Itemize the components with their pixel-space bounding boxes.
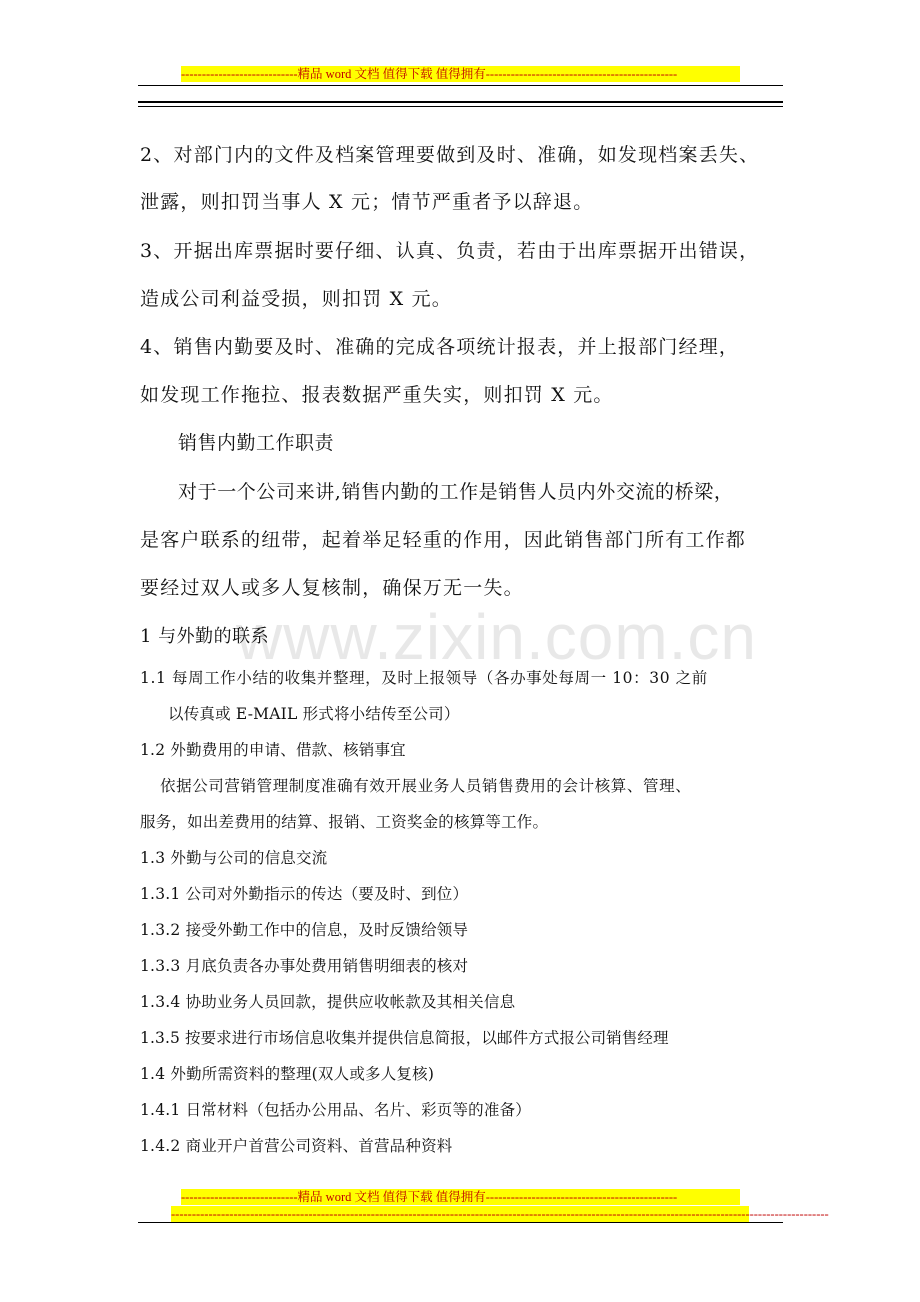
paragraph-2-line-1: 2、对部门内的文件及档案管理要做到及时、准确，如发现档案丢失、: [140, 144, 760, 166]
item-1-3-5: 1.3.5 按要求进行市场信息收集并提供信息简报，以邮件方式报公司销售经理: [140, 1029, 669, 1047]
header-banner: ----------------------------精品 word 文档 值得下载 值得拥有----------------------------------------------: [181, 66, 740, 82]
paragraph-3-line-2: 造成公司利益受损，则扣罚 X 元。: [140, 288, 453, 310]
section-title: 销售内勤工作职责: [178, 432, 335, 454]
item-1-3-1: 1.3.1 公司对外勤指示的传达（要及时、到位）: [140, 885, 469, 903]
paragraph-3-line-1: 3、开据出库票据时要仔细、认真、负责，若由于出库票据开出错误，: [140, 240, 760, 262]
item-1-3-3: 1.3.3 月底负责各办事处费用销售明细表的核对: [140, 957, 469, 975]
paragraph-4-line-2: 如发现工作拖拉、报表数据严重失实，则扣罚 X 元。: [140, 384, 614, 406]
footer-rule: [138, 1222, 783, 1223]
header-rule-thin: [138, 85, 783, 86]
header-rule-double-1: [138, 101, 783, 103]
footer-dashes: --------------------------------------------------------------------------------------------------------------------------------------------------------------: [171, 1207, 829, 1221]
footer-banner: ----------------------------精品 word 文档 值得下载 值得拥有----------------------------------------------: [181, 1189, 740, 1205]
item-1-2: 1.2 外勤费用的申请、借款、核销事宜: [140, 741, 406, 759]
paragraph-2-line-2: 泄露，则扣罚当事人 X 元；情节严重者予以辞退。: [140, 191, 594, 213]
item-1-3-4: 1.3.4 协助业务人员回款，提供应收帐款及其相关信息: [140, 993, 516, 1011]
item-1-3-2: 1.3.2 接受外勤工作中的信息，及时反馈给领导: [140, 921, 469, 939]
item-1-1-line-2: 以传真或 E-MAIL 形式将小结传至公司）: [168, 705, 460, 723]
item-1-4-1: 1.4.1 日常材料（包括办公用品、名片、彩页等的准备）: [140, 1101, 531, 1119]
item-1-2-body-line-2: 服务，如出差费用的结算、报销、工资奖金的核算等工作。: [140, 813, 549, 831]
paragraph-4-line-1: 4、销售内勤要及时、准确的完成各项统计报表，并上报部门经理，: [140, 336, 740, 358]
item-1-4: 1.4 外勤所需资料的整理(双人或多人复核): [140, 1065, 435, 1083]
intro-line-2: 是客户联系的纽带，起着举足轻重的作用，因此销售部门所有工作都: [140, 529, 747, 551]
watermark: www.zixin.com.cn: [236, 601, 757, 673]
item-1-2-body-line-1: 依据公司营销管理制度准确有效开展业务人员销售费用的会计核算、管理、: [160, 777, 692, 795]
item-1-4-2: 1.4.2 商业开户首营公司资料、首营品种资料: [140, 1137, 453, 1155]
item-1-3: 1.3 外勤与公司的信息交流: [140, 849, 328, 867]
heading-1: 1 与外勤的联系: [140, 626, 270, 647]
intro-line-1: 对于一个公司来讲,销售内勤的工作是销售人员内外交流的桥梁，: [178, 481, 734, 503]
item-1-1-line-1: 1.1 每周工作小结的收集并整理，及时上报领导（各办事处每周一 10：30 之前: [140, 669, 708, 687]
header-rule-double-2: [138, 106, 783, 107]
intro-line-3: 要经过双人或多人复核制，确保万无一失。: [140, 577, 524, 599]
